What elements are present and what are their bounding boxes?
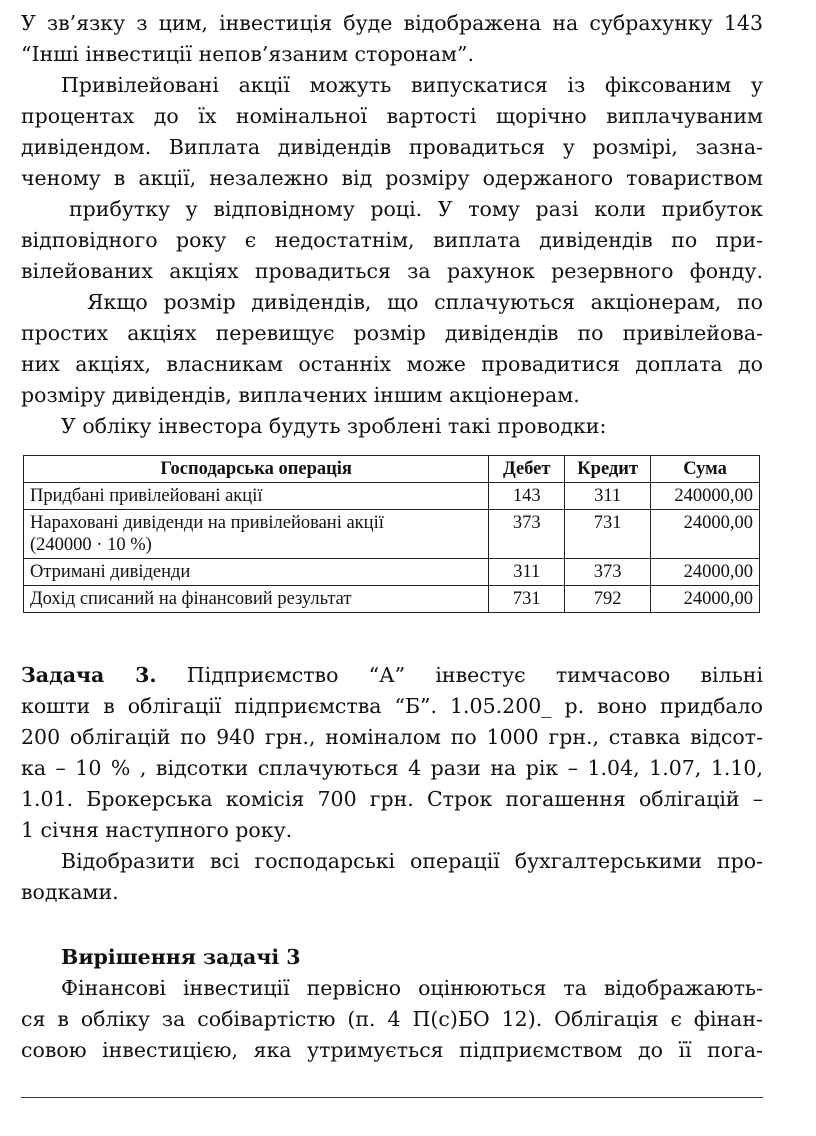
cell-operation-line: Нараховані дивіденди на привілейовані акції	[30, 513, 384, 533]
header-debit: Дебет	[489, 456, 565, 483]
text-line: 1 січня наступного року.	[21, 818, 293, 842]
text-line: водками.	[21, 880, 119, 904]
text-line: У обліку інвестора будуть зроблені такі проводки:	[61, 414, 607, 438]
cell-debit: 373	[489, 510, 565, 559]
text-line: простих акціях перевищує розмір дивідендів по привілейова-	[21, 321, 763, 345]
task-line-text: Підприємство “А” інвестує тимчасово вільні	[156, 663, 764, 687]
solution-heading: Вирішення задачі 3	[61, 945, 301, 969]
text-line: відповідного року є недостатнім, виплата дивідендів по при-	[21, 228, 763, 252]
cell-operation-line: (240000 · 10 %)	[30, 535, 152, 555]
text-line: Привілейовані акції можуть випускатися із фіксованим у	[61, 73, 763, 97]
header-operation: Господарська операція	[24, 456, 489, 483]
solution-3	[21, 942, 763, 1066]
cell-debit: 143	[489, 483, 565, 510]
table-row	[24, 586, 760, 613]
cell-sum: 24000,00	[651, 510, 760, 559]
text-line: Фінансові інвестиції первісно оцінюються та відображають-	[61, 976, 763, 1000]
text-line: 1.01. Брокерська комісія 700 грн. Строк погашення облігацій –	[21, 787, 763, 811]
text-line: У зв’язку з цим, інвестиція буде відображена на субрахунку 143	[21, 11, 763, 35]
header-credit: Кредит	[565, 456, 651, 483]
text-line: совою інвестицією, яка утримується підприємством до її пога-	[21, 1038, 763, 1062]
cell-operation: Отримані дивіденди	[24, 559, 489, 586]
intro-text	[21, 8, 763, 442]
text-line: ся в обліку за собівартістю (п. 4 П(с)БО 12). Облігація є фінан-	[21, 1007, 763, 1031]
footer-divider	[21, 1097, 763, 1098]
table-row	[24, 483, 760, 510]
text-line: “Інші інвестиції непов’язаним сторонам”.	[21, 42, 475, 66]
text-line: розміру дивідендів, виплачених іншим акціонерам.	[21, 383, 580, 407]
cell-credit: 731	[565, 510, 651, 559]
task-3	[21, 660, 763, 908]
cell-credit: 373	[565, 559, 651, 586]
text-line: ченому в акції, незалежно від розміру одержаного товариством	[21, 166, 763, 190]
cell-operation: Дохід списаний на фінансовий результат	[24, 586, 489, 613]
text-line: прибутку у відповідному році. У тому разі коли прибуток	[69, 197, 763, 221]
cell-operation: Придбані привілейовані акції	[24, 483, 489, 510]
cell-debit: 731	[489, 586, 565, 613]
text-line: дивідендом. Виплата дивідендів провадиться у розмірі, зазна-	[21, 135, 763, 159]
text-line: вілейованих акціях провадиться за рахунок резервного фонду.	[21, 259, 763, 283]
cell-sum: 240000,00	[651, 483, 760, 510]
cell-credit: 311	[565, 483, 651, 510]
header-sum: Сума	[651, 456, 760, 483]
text-line: кошти в облігації підприємства “Б”. 1.05.200_ р. воно придбало	[21, 694, 763, 718]
cell-operation	[24, 510, 489, 559]
cell-sum: 24000,00	[651, 586, 760, 613]
table-row	[24, 559, 760, 586]
task-label: Задача 3.	[21, 663, 157, 687]
text-line: Відобразити всі господарські операції бухгалтерськими про-	[61, 849, 763, 873]
cell-debit: 311	[489, 559, 565, 586]
text-line: 200 облігацій по 940 грн., номіналом по 1000 грн., ставка відсот-	[21, 725, 763, 749]
cell-sum: 24000,00	[651, 559, 760, 586]
entries-table	[23, 455, 760, 613]
text-line: процентах до їх номінальної вартості щорічно виплачуваним	[21, 104, 763, 128]
text-line: них акціях, власникам останніх може провадитися доплата до	[21, 352, 763, 376]
cell-credit: 792	[565, 586, 651, 613]
table-row	[24, 510, 760, 559]
table-header-row	[24, 456, 760, 483]
text-line: ка – 10 % , відсотки сплачуються 4 рази на рік – 1.04, 1.07, 1.10,	[21, 756, 763, 780]
text-line	[21, 660, 763, 691]
text-line: Якщо розмір дивідендів, що сплачуються акціонерам, по	[87, 290, 763, 314]
